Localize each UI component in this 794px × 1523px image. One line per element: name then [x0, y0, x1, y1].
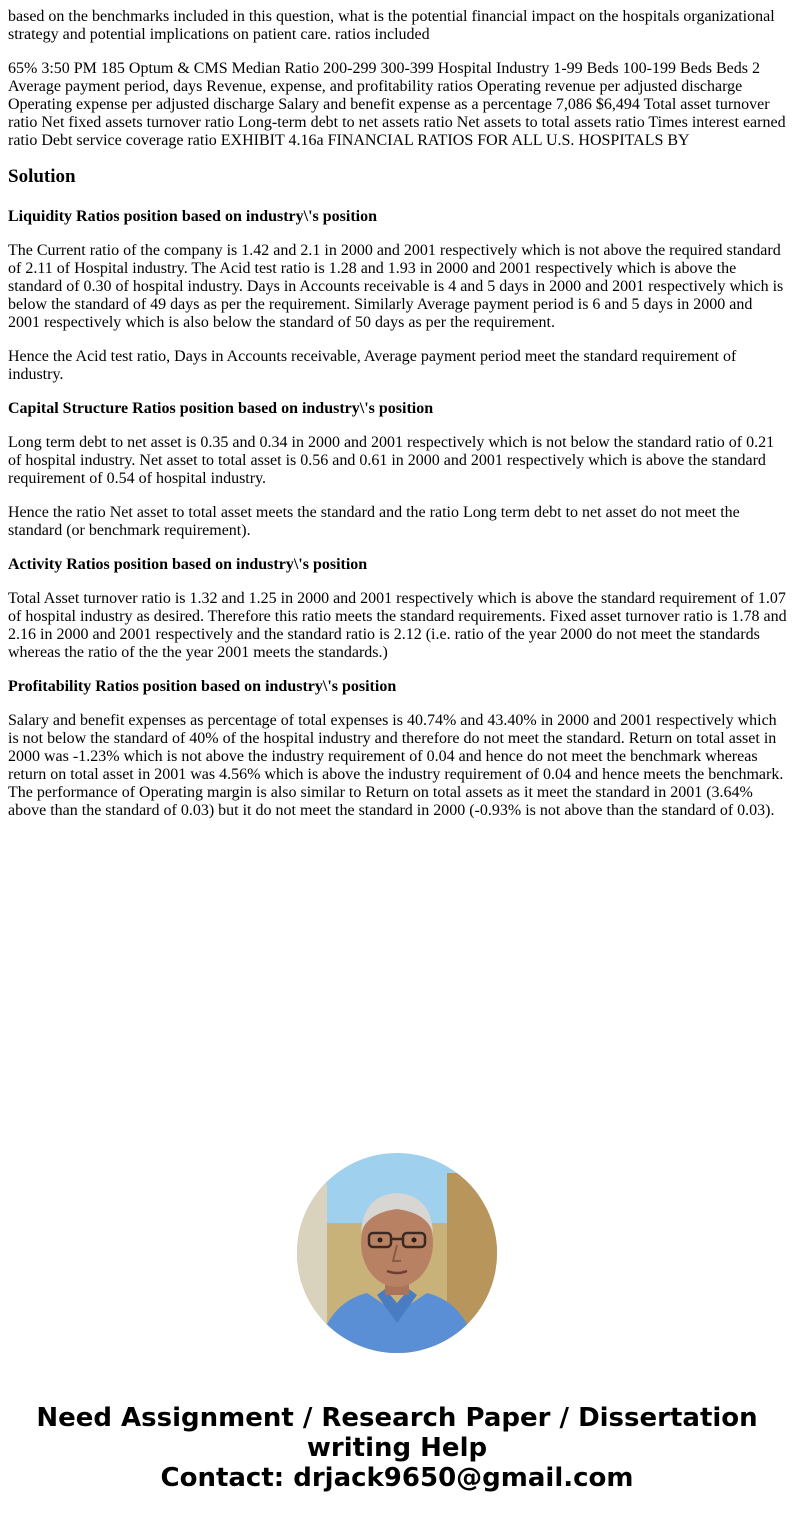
profitability-paragraph: Salary and benefit expenses as percentage of total expenses is 40.74% and 43.40% in 2000 and 2001 respectively which is not below the standard of 40% of the hospital industry and therefore do not meet the standard. Return on total asset in 2000 was -1.23% which is not above the industry requirement of 0.04 and hence do not meet the benchmark whereas return on total asset in 2001 was 4.56% which is above the industry requirement of 0.04 and hence meets the benchmark. The performance of Operating margin is also similar to Return on total assets as it meet the standard in 2001 (3.64% above than the standard of 0.03) but it do not meet the standard in 2000 (-0.93% is not above than the standard of 0.03). [8, 712, 784, 819]
capital-structure-paragraph: Long term debt to net asset is 0.35 and 0.34 in 2000 and 2001 respectively which is not below the standard ratio of 0.21 of hospital industry. Net asset to total asset is 0.56 and 0.61 in 2000 and 2001 respectively which is above the standard requirement of 0.54 of hospital industry. [8, 434, 775, 487]
activity-paragraph: Total Asset turnover ratio is 1.32 and 1.25 in 2000 and 2001 respectively which is above the standard requirement of 1.07 of hospital industry as desired. Therefore this ratio meets the standard requirements. Fixed asset turnover ratio is 1.78 and 2.16 in 2000 and 2001 respectively and the standard ratio is 2.12 (i.e. ratio of the year 2000 do not meet the standards whereas the ratio of the the year 2001 meets the standards.) [8, 590, 787, 661]
person-photo-icon [297, 1153, 497, 1353]
exhibit-text: 65% 3:50 PM 185 Optum & CMS Median Ratio 200-299 300-399 Hospital Industry 1-99 Beds 100-199 Beds Beds 2 Average payment period, days Revenue, expense, and profitability ratios Operating revenue per adjusted discharge Operating expense per adjusted discharge Salary and benefit expense as a percentage 7,086 $6,494 Total asset turnover ratio Net fixed assets turnover ratio Long-term debt to net assets ratio Net assets to total assets ratio Times interest earned ratio Debt service coverage ratio EXHIBIT 4.16a FINANCIAL RATIOS FOR ALL U.S. HOSPITALS BY [8, 60, 786, 149]
footer-contact: Contact: drjack9650@gmail.com [160, 1463, 634, 1493]
solution-heading: Solution [8, 166, 76, 187]
footer-line-2: writing Help [306, 1433, 488, 1463]
footer-line-1: Need Assignment / Research Paper / Dissertation [36, 1403, 758, 1433]
question-prompt: based on the benchmarks included in this question, what is the potential financial impact on the hospitals organizational strategy and potential implications on patient care. ratios included [8, 8, 775, 43]
liquidity-paragraph: The Current ratio of the company is 1.42 and 2.1 in 2000 and 2001 respectively which is not above the required standard of 2.11 of Hospital industry. The Acid test ratio is 1.28 and 1.93 in 2000 and 2001 respectively which is above the standard of 0.30 of hospital industry. Days in Accounts receivable is 4 and 5 days in 2000 and 2001 respectively which is below the standard of 49 days as per the requirement. Similarly Average payment period is 6 and 5 days in 2000 and 2001 respectively which is also below the standard of 50 days as per the requirement. [8, 242, 784, 331]
activity-heading: Activity Ratios position based on industry\'s position [8, 556, 368, 573]
profitability-heading: Profitability Ratios position based on industry\'s position [8, 678, 397, 695]
document-body [8, 8, 788, 836]
footer-banner [0, 1403, 794, 1493]
avatar [297, 1153, 497, 1353]
capital-structure-conclusion: Hence the ratio Net asset to total asset meets the standard and the ratio Long term debt to net asset do not meet the standard (or benchmark requirement). [8, 504, 740, 539]
capital-structure-heading: Capital Structure Ratios position based on industry\'s position [8, 400, 434, 417]
liquidity-conclusion: Hence the Acid test ratio, Days in Accounts receivable, Average payment period meet the standard requirement of industry. [8, 348, 737, 383]
liquidity-heading: Liquidity Ratios position based on industry\'s position [8, 208, 378, 225]
